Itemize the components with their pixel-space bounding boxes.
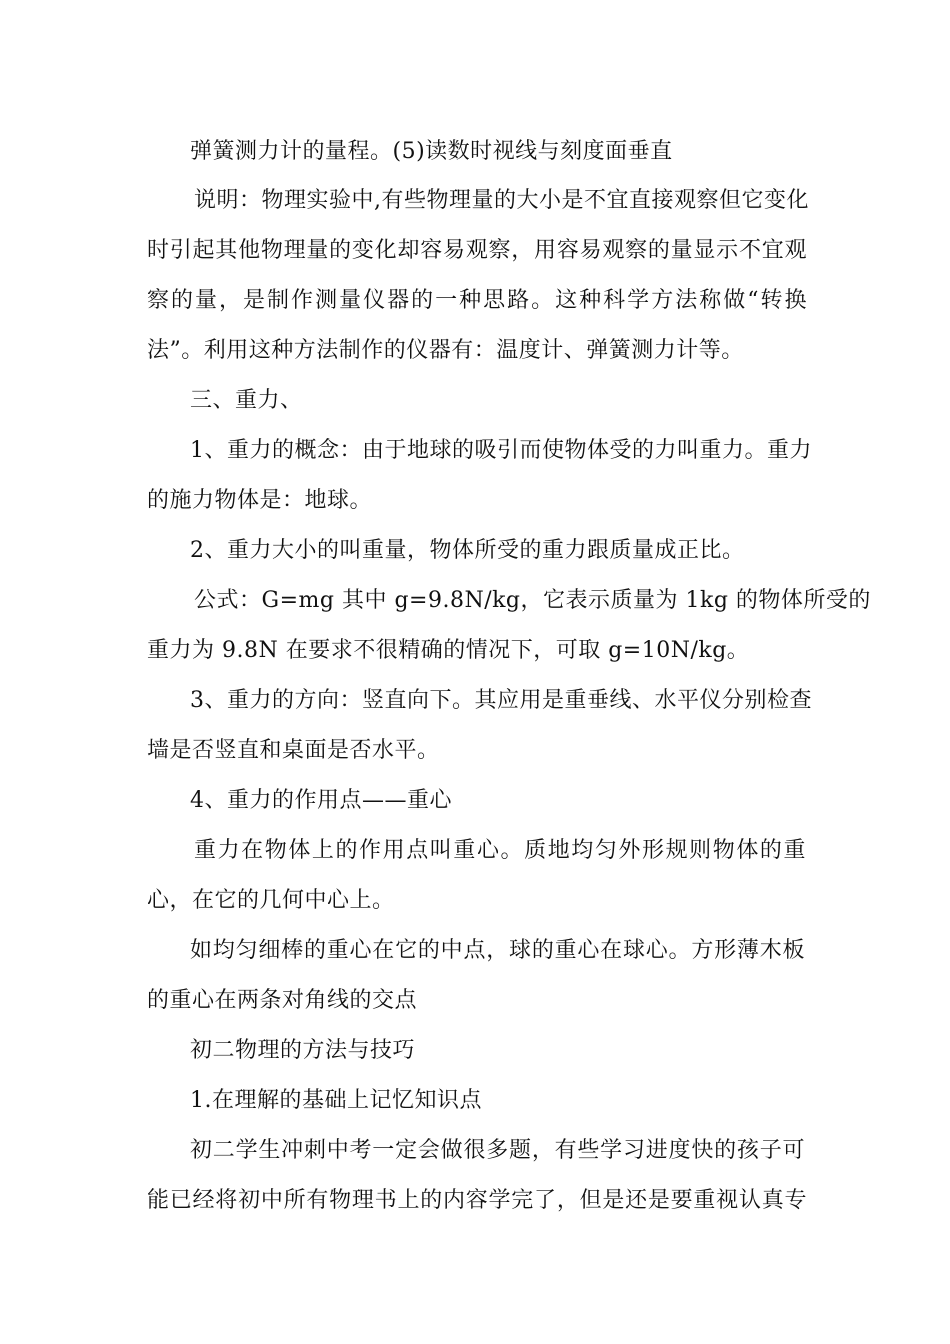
text-line: 弹簧测力计的量程。(5)读数时视线与刻度面垂直 <box>190 139 673 164</box>
paragraph-line: 的重心在两条对角线的交点 <box>147 988 418 1013</box>
paragraph-line: 的施力物体是：地球。 <box>147 488 373 513</box>
formula-line: 公式：G=mg 其中 g=9.8N/kg，它表示质量为 1kg 的物体所受的 <box>194 588 871 613</box>
paragraph-line: 1、重力的概念：由于地球的吸引而使物体受的力叫重力。重力 <box>190 438 812 463</box>
paragraph-line: 墙是否竖直和桌面是否水平。 <box>147 738 440 763</box>
paragraph-line: 察的量，是制作测量仪器的一种思路。这种科学方法称做“转换 <box>147 288 807 313</box>
paragraph-line: 法”。利用这种方法制作的仪器有：温度计、弹簧测力计等。 <box>147 338 744 363</box>
paragraph-line: 3、重力的方向：竖直向下。其应用是重垂线、水平仪分别检查 <box>190 688 812 713</box>
paragraph-line: 重力在物体上的作用点叫重心。质地均匀外形规则物体的重 <box>194 838 806 863</box>
subsection-heading: 1.在理解的基础上记忆知识点 <box>190 1088 482 1113</box>
paragraph-line: 初二学生冲刺中考一定会做很多题，有些学习进度快的孩子可 <box>190 1138 805 1163</box>
section-heading: 初二物理的方法与技巧 <box>190 1038 416 1063</box>
paragraph-line: 心，在它的几何中心上。 <box>147 888 395 913</box>
section-heading: 三、重力、 <box>190 388 303 413</box>
paragraph-line: 能已经将初中所有物理书上的内容学完了，但是还是要重视认真专 <box>147 1188 807 1213</box>
paragraph-line: 重力为 9.8N 在要求不很精确的情况下，可取 g=10N/kg。 <box>147 638 750 663</box>
paragraph-line: 2、重力大小的叫重量，物体所受的重力跟质量成正比。 <box>190 538 745 563</box>
paragraph-line: 时引起其他物理量的变化却容易观察，用容易观察的量显示不宜观 <box>147 238 807 263</box>
paragraph-line: 如均匀细棒的重心在它的中点，球的重心在球心。方形薄木板 <box>190 938 805 963</box>
subsection-heading: 4、重力的作用点——重心 <box>190 788 452 813</box>
paragraph-line: 说明：物理实验中,有些物理量的大小是不宜直接观察但它变化 <box>194 188 809 213</box>
